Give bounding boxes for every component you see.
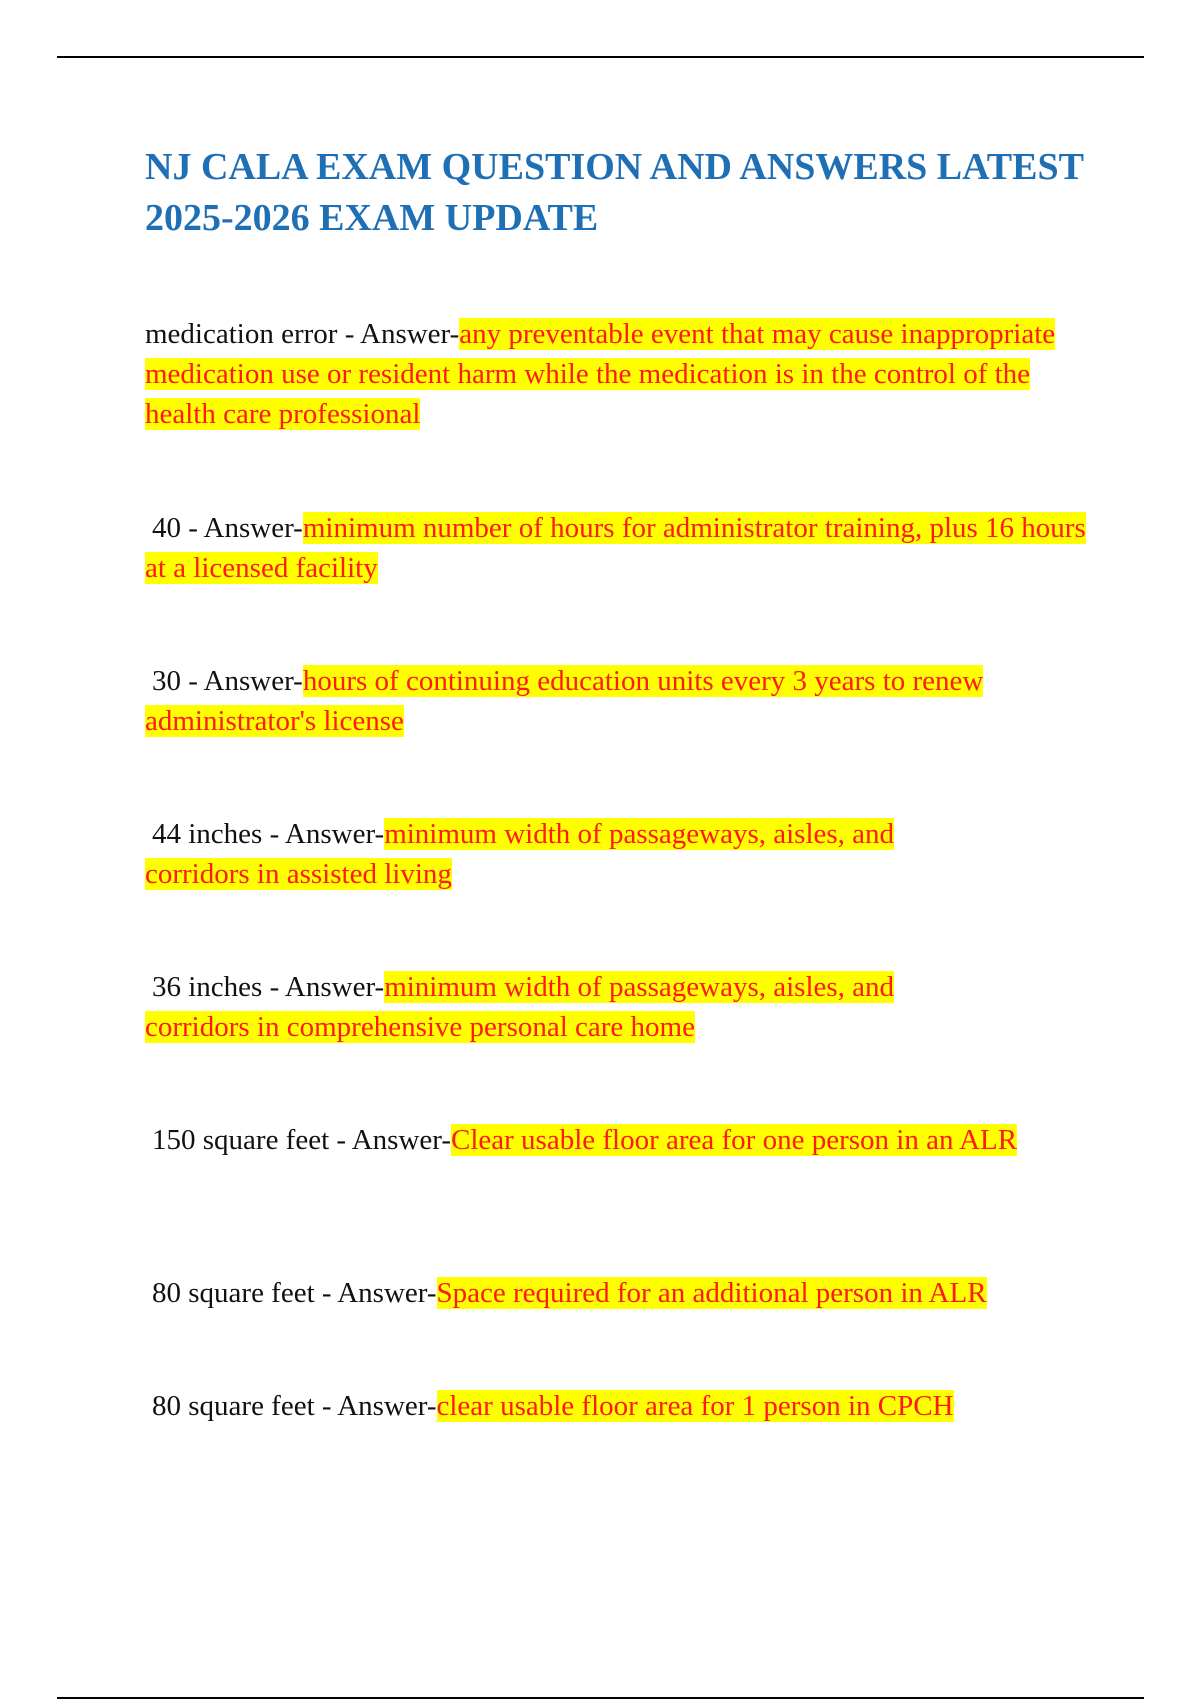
- qa-entry: [145, 661, 1090, 741]
- qa-entry: [145, 1120, 1065, 1160]
- top-rule: [57, 56, 1144, 58]
- qa-entry: [145, 1386, 1125, 1426]
- answer-separator: - Answer-: [314, 1277, 437, 1309]
- qa-term: 44 inches: [152, 818, 263, 850]
- answer-separator: - Answer-: [314, 1390, 437, 1422]
- qa-answer-highlight: minimum number of hours for administrator training, plus 16 hours at a licensed facility: [145, 512, 1086, 584]
- answer-separator: - Answer-: [262, 971, 385, 1003]
- answer-separator: - Answer-: [329, 1124, 451, 1156]
- qa-entry: [145, 1273, 1125, 1313]
- qa-entry: [145, 314, 1090, 434]
- qa-term: 40: [152, 512, 181, 544]
- answer-separator: - Answer-: [181, 512, 303, 544]
- answer-separator: - Answer-: [262, 818, 385, 850]
- qa-term: 36 inches: [152, 971, 263, 1003]
- qa-answer-highlight: minimum width of passageways, aisles, and corridors in assisted living: [145, 818, 895, 890]
- qa-term: 30: [152, 665, 181, 697]
- qa-term: 80 square feet: [152, 1277, 315, 1309]
- answer-separator: - Answer-: [337, 318, 460, 350]
- document-title: NJ CALA EXAM QUESTION AND ANSWERS LATEST 2025-2026 EXAM UPDATE: [145, 146, 1084, 239]
- qa-entry: [145, 814, 1005, 894]
- qa-answer-highlight: hours of continuing education units every 3 years to renew administrator's license: [145, 665, 984, 737]
- qa-answer-highlight: any preventable event that may cause inappropriate medication use or resident harm while the medication is in the control of the health care professional: [145, 318, 1056, 430]
- qa-entry: [145, 508, 1090, 588]
- qa-answer-highlight: Space required for an additional person in ALR: [436, 1277, 987, 1309]
- qa-term: 80 square feet: [152, 1390, 315, 1422]
- qa-entry: [145, 967, 1005, 1047]
- qa-term: 150 square feet: [152, 1124, 330, 1156]
- qa-answer-highlight: minimum width of passageways, aisles, and corridors in comprehensive personal care home: [145, 971, 895, 1043]
- qa-term: medication error: [145, 318, 338, 350]
- qa-answer-highlight: clear usable floor area for 1 person in CPCH: [436, 1390, 954, 1422]
- qa-answer-highlight: Clear usable floor area for one person in an ALR: [451, 1124, 1018, 1156]
- bottom-rule: [57, 1697, 1144, 1699]
- answer-separator: - Answer-: [181, 665, 303, 697]
